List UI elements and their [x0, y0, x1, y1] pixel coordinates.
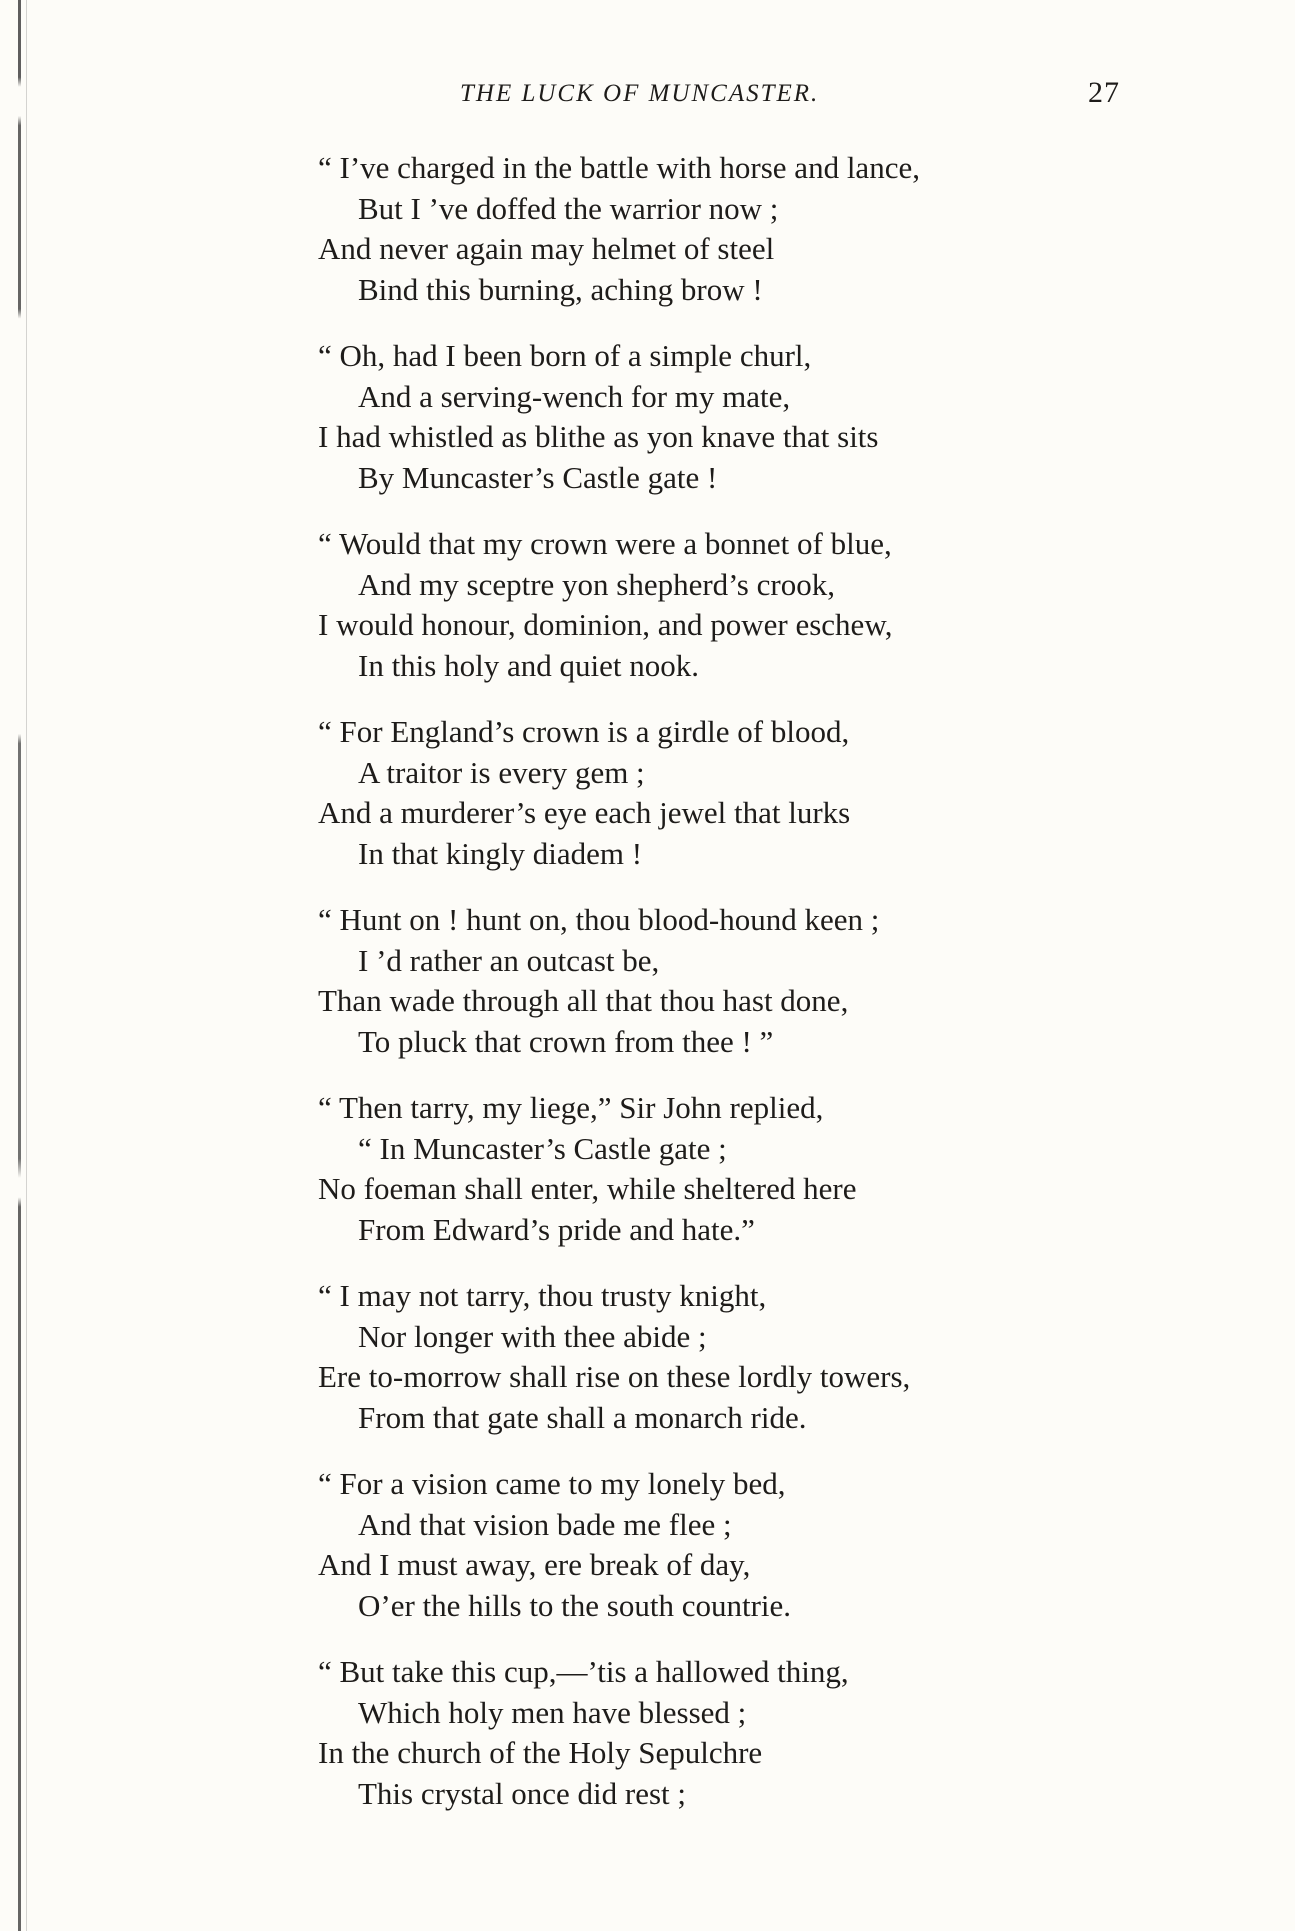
verse-line: From that gate shall a monarch ride. — [358, 1399, 807, 1435]
running-title: THE LUCK OF MUNCASTER. — [460, 80, 820, 107]
verse-line: And my sceptre yon shepherd’s crook, — [358, 566, 835, 602]
verse-line: “ Oh, had I been born of a simple churl, — [318, 338, 812, 373]
stanza — [318, 900, 1138, 1062]
verse-line: “ But take this cup,—’tis a hallowed thing, — [318, 1654, 849, 1689]
stanza — [318, 1464, 1138, 1626]
page-number: 27 — [1088, 76, 1120, 109]
verse-line: But I ’ve doffed the warrior now ; — [358, 190, 779, 226]
stanza — [318, 1652, 1138, 1814]
poem — [318, 148, 1138, 1840]
verse-line: A traitor is every gem ; — [358, 754, 645, 790]
verse-line: “ I’ve charged in the battle with horse and lance, — [318, 150, 920, 185]
verse-line: Ere to-morrow shall rise on these lordly towers, — [318, 1359, 911, 1394]
verse-line: From Edward’s pride and hate.” — [358, 1211, 755, 1247]
verse-line: “ Hunt on ! hunt on, thou blood-hound keen ; — [318, 902, 880, 937]
verse-line: I had whistled as blithe as yon knave that sits — [318, 419, 879, 454]
verse-line: I ’d rather an outcast be, — [358, 942, 660, 978]
verse-line: Nor longer with thee abide ; — [358, 1318, 707, 1354]
verse-line: Which holy men have blessed ; — [358, 1694, 747, 1730]
verse-line: “ In Muncaster’s Castle gate ; — [358, 1130, 727, 1166]
verse-line: And that vision bade me flee ; — [358, 1506, 732, 1542]
verse-line: Than wade through all that thou hast done, — [318, 983, 849, 1018]
binding-shadow — [26, 0, 27, 1931]
verse-line: “ For England’s crown is a girdle of blood, — [318, 714, 850, 749]
stanza — [318, 1088, 1138, 1250]
verse-line: O’er the hills to the south countrie. — [358, 1587, 792, 1623]
stanza — [318, 1276, 1138, 1438]
verse-line: “ Would that my crown were a bonnet of blue, — [318, 526, 892, 561]
verse-line: In this holy and quiet nook. — [358, 647, 699, 683]
verse-line: Bind this burning, aching brow ! — [358, 271, 763, 307]
verse-line: And I must away, ere break of day, — [318, 1547, 751, 1582]
stanza — [318, 712, 1138, 874]
verse-line: No foeman shall enter, while sheltered here — [318, 1171, 857, 1206]
verse-line: “ For a vision came to my lonely bed, — [318, 1466, 786, 1501]
verse-line: I would honour, dominion, and power eschew, — [318, 607, 893, 642]
verse-line: And never again may helmet of steel — [318, 231, 775, 266]
verse-line: And a murderer’s eye each jewel that lurks — [318, 795, 851, 830]
verse-line: By Muncaster’s Castle gate ! — [358, 459, 718, 495]
stanza — [318, 336, 1138, 498]
verse-line: To pluck that crown from thee ! ” — [358, 1023, 774, 1059]
verse-line: In the church of the Holy Sepulchre — [318, 1735, 763, 1770]
binding-edge — [18, 0, 21, 1931]
stanza — [318, 148, 1138, 310]
verse-line: This crystal once did rest ; — [358, 1775, 686, 1811]
verse-line: In that kingly diadem ! — [358, 835, 643, 871]
running-head — [300, 76, 1120, 120]
verse-line: And a serving-wench for my mate, — [358, 378, 791, 414]
stanza — [318, 524, 1138, 686]
verse-line: “ Then tarry, my liege,” Sir John replied, — [318, 1090, 824, 1125]
verse-line: “ I may not tarry, thou trusty knight, — [318, 1278, 767, 1313]
